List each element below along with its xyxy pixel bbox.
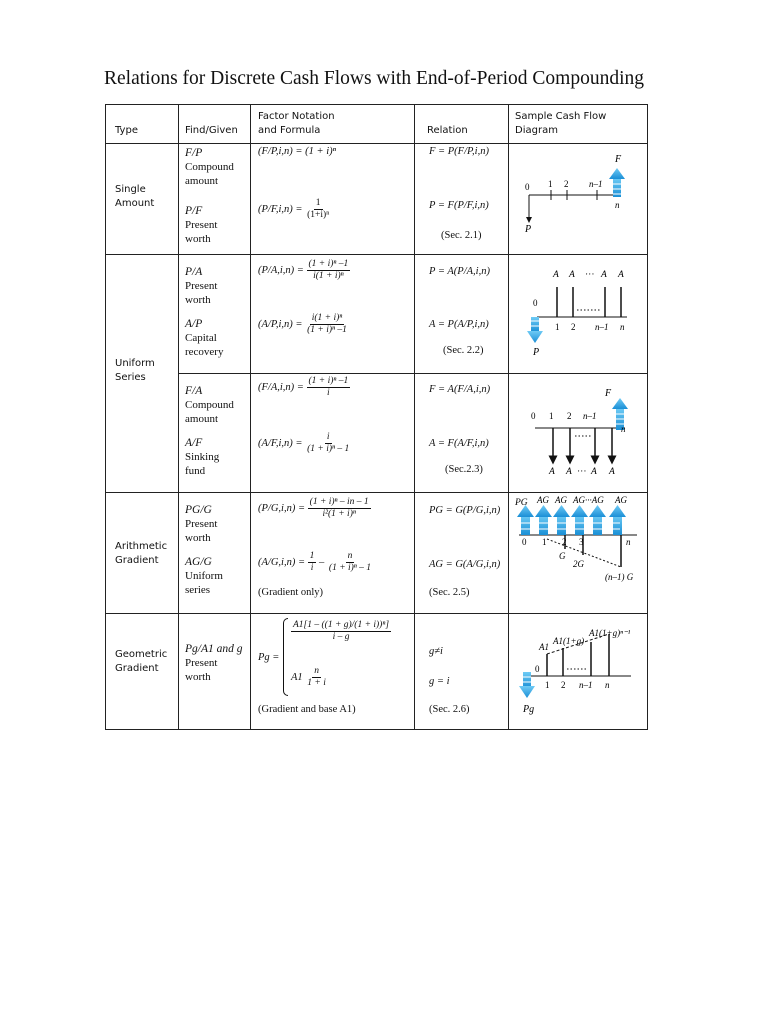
factor-desc: Present: [185, 657, 218, 669]
label-A: A: [618, 270, 624, 280]
factor-symbol: Pg/A1 and g: [185, 643, 243, 655]
formula-lhs: Pg =: [258, 652, 280, 663]
formula-af: [258, 432, 351, 455]
section-ref: (Sec.2.3): [445, 464, 483, 475]
factor-desc: recovery: [185, 346, 224, 358]
formula-pg: [258, 497, 371, 520]
formula-fa: [258, 376, 350, 399]
type-label: Uniform: [115, 358, 155, 369]
label-t0: 0: [522, 537, 527, 547]
label-A1: A1: [539, 642, 549, 652]
frac-den: (1 + i)ⁿ – 1: [328, 563, 372, 573]
label-tn: n: [626, 537, 631, 547]
label-A: A: [566, 467, 572, 477]
relation-ag: AG = G(A/G,i,n): [429, 559, 501, 570]
label-dots: ···: [577, 467, 587, 477]
frac-den: (1 + i)ⁿ –1: [307, 325, 347, 335]
relation-pa: P = A(P/A,i,n): [429, 266, 490, 277]
label-G: G: [559, 551, 566, 561]
formula-lhs: (P/G,i,n) =: [258, 502, 306, 514]
label-tn: n: [605, 680, 610, 690]
header-diagram: Sample Cash Flow Diagram: [509, 105, 648, 144]
factor-desc: Present: [185, 219, 218, 231]
formula-cell: [251, 255, 415, 374]
diagram-single: [509, 144, 648, 255]
row-uniform-pa: [106, 255, 648, 374]
factor-desc: Compound: [185, 399, 234, 411]
frac-den: (1 + i)ⁿ – 1: [307, 444, 350, 454]
type-label: Amount: [115, 198, 155, 209]
pa-diagram-svg: [509, 255, 648, 369]
label-A: A: [609, 467, 615, 477]
label-t2: 2: [571, 322, 576, 332]
relation-cell: [415, 614, 509, 730]
label-t2: 2: [564, 179, 569, 189]
diagram-arithmetic: [509, 493, 648, 614]
label-t3: 3: [579, 537, 584, 547]
label-tn: n: [621, 424, 626, 434]
label-tn: n: [620, 322, 625, 332]
factor-desc: fund: [185, 465, 206, 477]
factor-symbol: AG/G: [185, 556, 212, 568]
geo-diagram-svg: [509, 614, 648, 725]
f-arrow-icon: [609, 168, 625, 197]
label-tn1: n–1: [583, 411, 597, 421]
brace: [283, 618, 288, 696]
header-row: [106, 105, 648, 144]
case2-lhs: A1: [291, 671, 303, 683]
type-cell-uniform: [106, 255, 179, 493]
relation-cell: [415, 255, 509, 374]
factor-symbol: P/F: [185, 205, 203, 217]
formula-ag: [258, 551, 373, 574]
find-given-cell: [179, 374, 251, 493]
header-relation: Relation: [415, 105, 509, 144]
single-diagram-svg: [509, 144, 648, 250]
type-label: Gradient: [115, 662, 159, 674]
formula-cell: [251, 374, 415, 493]
formula-cell: [251, 144, 415, 255]
formula-lhs: (A/G,i,n) =: [258, 556, 306, 568]
relation-pg: PG = G(P/G,i,n): [429, 505, 501, 516]
formula-lhs: (F/A,i,n) =: [258, 381, 304, 393]
frac-num: (1 + i)ⁿ –1: [308, 259, 349, 269]
label-t1: 1: [545, 680, 550, 690]
label-PG: PG: [515, 498, 528, 508]
label-A1gn: A1(1+g)ⁿ⁻¹: [589, 628, 631, 638]
label-t1: 1: [555, 322, 560, 332]
frac-num: (1 + i)ⁿ – in – 1: [309, 497, 369, 507]
formula-ap: [258, 313, 349, 336]
label-AG-dots: AG···AG: [573, 495, 604, 505]
relation-pf: P = F(P/F,i,n): [429, 200, 489, 211]
header-find-given: Find/Given: [179, 105, 251, 144]
factor-symbol: PG/G: [185, 504, 212, 516]
label-P: P: [525, 224, 532, 235]
type-label: Single: [115, 184, 146, 195]
type-label: Geometric: [115, 648, 168, 660]
label-P: P: [533, 347, 540, 358]
formula-lhs: (P/A,i,n) =: [258, 264, 304, 276]
frac-num: A1[1 – ((1 + g)/(1 + i))ⁿ]: [293, 620, 390, 630]
formula-cell: [251, 614, 415, 730]
factor-desc: Sinking: [185, 451, 220, 463]
condition-1: g≠i: [429, 646, 443, 657]
frac-den: i: [327, 388, 330, 398]
find-given-cell: [179, 614, 251, 730]
arith-diagram-svg: [509, 493, 648, 609]
formula-cell: [251, 493, 415, 614]
formula-note: (Gradient and base A1): [258, 704, 356, 715]
condition-2: g = i: [429, 676, 450, 687]
label-tn: n: [615, 200, 620, 210]
section-ref: (Sec. 2.5): [429, 587, 470, 598]
frac-num: n: [314, 666, 319, 676]
relation-af: A = F(A/F,i,n): [429, 438, 489, 449]
section-ref: (Sec. 2.6): [429, 704, 470, 715]
label-t0: 0: [535, 664, 540, 674]
label-t0: 0: [525, 182, 530, 192]
frac-den: i: [310, 563, 314, 573]
diagram-geometric: [509, 614, 648, 730]
frac-num: n: [347, 551, 353, 561]
label-AG: AG: [555, 495, 567, 505]
label-AG: AG: [615, 495, 627, 505]
ag-arrows-icon: [517, 505, 626, 535]
factor-desc: series: [185, 584, 211, 596]
relation-fa: F = A(F/A,i,n): [429, 384, 491, 395]
frac-den: (1+i)ⁿ: [307, 210, 330, 220]
factor-desc: amount: [185, 175, 218, 187]
label-A1g: A1(1+g): [553, 636, 585, 646]
formula-lhs: (A/P,i,n) =: [258, 318, 303, 330]
diagram-uniform-fa: [509, 374, 648, 493]
factor-desc: Present: [185, 518, 218, 530]
case2-expression: [291, 666, 328, 689]
formula-pa: [258, 259, 350, 282]
section-ref: (Sec. 2.1): [441, 230, 482, 241]
factor-desc: worth: [185, 532, 211, 544]
factor-desc: Compound: [185, 161, 234, 173]
row-uniform-fa: [106, 374, 648, 493]
formula-note: (Gradient only): [258, 587, 324, 598]
frac-num: 1: [315, 198, 321, 208]
frac-den: i(1 + i)ⁿ: [313, 271, 344, 281]
frac-num: 1: [309, 551, 315, 561]
factor-symbol: P/A: [185, 266, 203, 278]
formula-lhs: (A/F,i,n) =: [258, 437, 303, 449]
label-dots: ···: [585, 270, 595, 280]
frac-den: 1 + i: [307, 678, 326, 688]
label-t1: 1: [549, 411, 554, 421]
label-t1: 1: [542, 537, 547, 547]
page-title: Relations for Discrete Cash Flows with End-of-Period Compounding: [104, 68, 644, 89]
factor-desc: Capital: [185, 332, 217, 344]
p-arrow-icon: [527, 317, 543, 343]
label-A: A: [553, 270, 559, 280]
label-t2: 2: [561, 680, 566, 690]
label-t2: 2: [562, 537, 567, 547]
factor-desc: Uniform: [185, 570, 223, 582]
factor-symbol: A/P: [185, 318, 203, 330]
find-given-cell: [179, 255, 251, 374]
factor-symbol: F/A: [185, 385, 203, 397]
label-A: A: [569, 270, 575, 280]
label-tn1: n–1: [579, 680, 593, 690]
case1-fraction: [291, 620, 391, 643]
label-n1G: (n–1) G: [605, 572, 634, 582]
type-label: Gradient: [115, 555, 159, 566]
frac-num: i(1 + i)ⁿ: [311, 313, 343, 323]
type-label: Series: [115, 372, 146, 383]
type-label: Arithmetic: [115, 541, 168, 552]
factor-desc: Present: [185, 280, 218, 292]
formula-pf: [258, 198, 331, 221]
factor-desc: worth: [185, 294, 211, 306]
label-tn1: n–1: [595, 322, 609, 332]
label-tn1: n–1: [589, 179, 603, 189]
label-AG: AG: [537, 495, 549, 505]
factor-desc: amount: [185, 413, 218, 425]
label-t1: 1: [548, 179, 553, 189]
header-type: Type: [106, 105, 179, 144]
header-factor: Factor Notation and Formula: [251, 105, 415, 144]
factor-desc: worth: [185, 233, 211, 245]
relations-table: [105, 104, 648, 730]
relation-cell: [415, 374, 509, 493]
formula-fp: (F/P,i,n) = (1 + i)ⁿ: [258, 146, 336, 157]
factor-symbol: F/P: [185, 147, 203, 159]
relation-cell: [415, 144, 509, 255]
label-F: F: [605, 388, 612, 399]
relation-cell: [415, 493, 509, 614]
frac-den: i – g: [332, 632, 350, 642]
factor-symbol: A/F: [185, 437, 203, 449]
frac-den: i²(1 + i)ⁿ: [322, 509, 356, 519]
fa-diagram-svg: [509, 374, 648, 488]
row-single-amount: [106, 144, 648, 255]
row-geometric-gradient: [106, 614, 648, 730]
factor-desc: worth: [185, 671, 211, 683]
relation-ap: A = P(A/P,i,n): [429, 319, 489, 330]
label-F: F: [615, 154, 622, 165]
label-A: A: [601, 270, 607, 280]
relation-fp: F = P(F/P,i,n): [429, 146, 489, 157]
section-ref: (Sec. 2.2): [443, 345, 484, 356]
f-arrow-icon: [612, 398, 628, 430]
formula-lhs: (P/F,i,n) =: [258, 203, 303, 215]
label-t2: 2: [567, 411, 572, 421]
label-Pg: Pg: [523, 704, 535, 715]
label-t0: 0: [531, 411, 536, 421]
frac-num: i: [326, 432, 330, 442]
label-A: A: [591, 467, 597, 477]
find-given-cell: [179, 144, 251, 255]
frac-num: (1 + i)ⁿ –1: [308, 376, 349, 386]
label-A: A: [549, 467, 555, 477]
minus-sign: –: [319, 556, 325, 568]
diagram-uniform-pa: [509, 255, 648, 374]
find-given-cell: [179, 493, 251, 614]
label-2G: 2G: [573, 559, 584, 569]
label-t0: 0: [533, 298, 538, 308]
row-arithmetic-gradient: [106, 493, 648, 614]
